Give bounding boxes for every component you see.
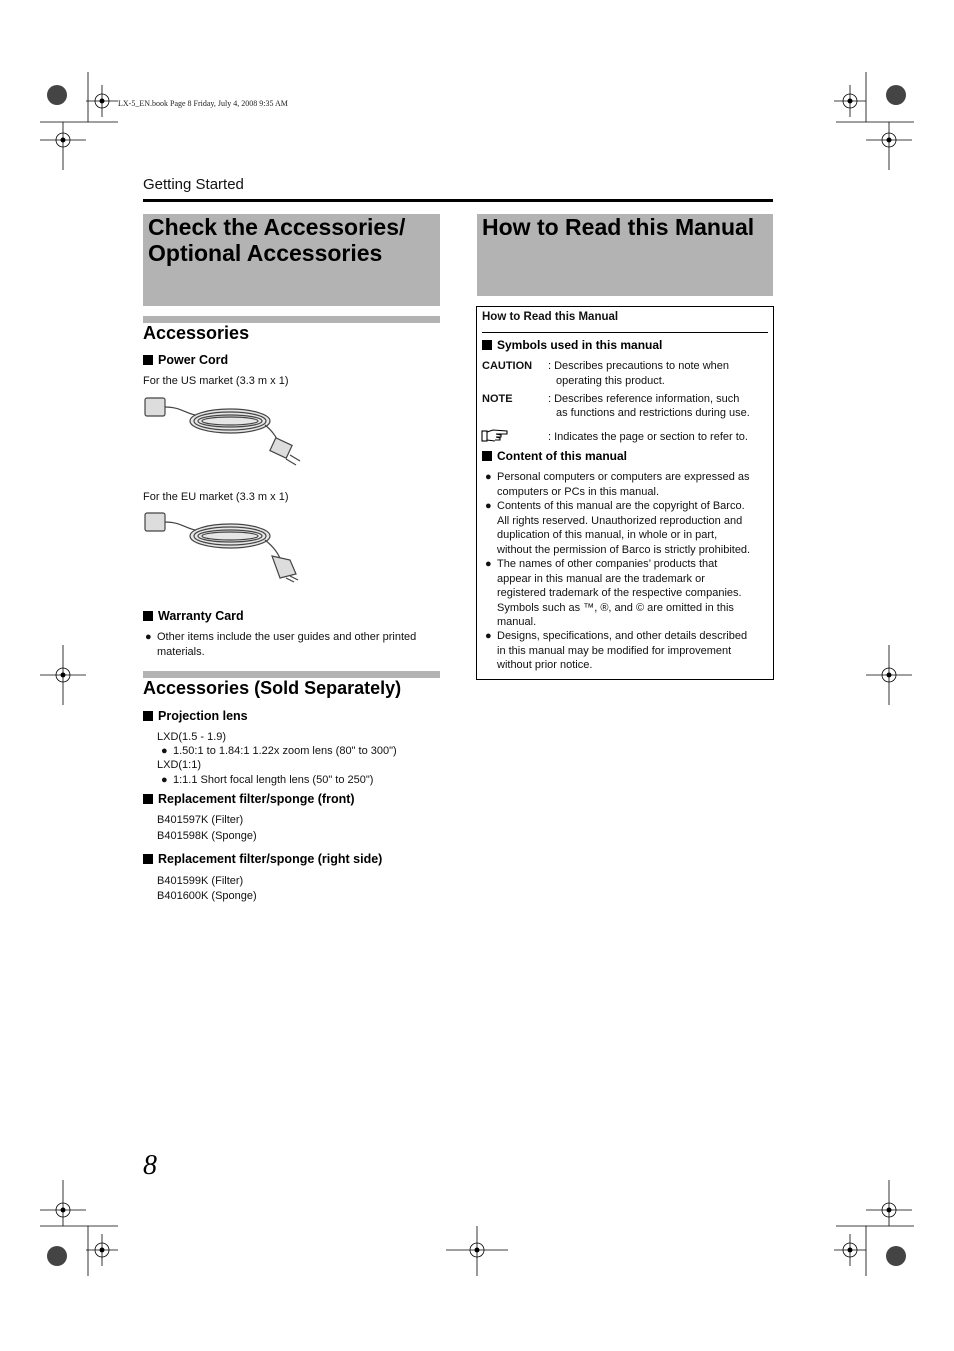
content-bullet-2-line2: All rights reserved. Unauthorized reproduction and <box>497 514 743 527</box>
square-bullet-icon <box>143 794 153 804</box>
filter-right-label: Replacement filter/sponge (right side) <box>158 852 383 866</box>
content-bullet-2-line3: duplication of this manual, in whole or in part, <box>497 529 718 541</box>
warranty-bullet-line1: Other items include the user guides and other printed <box>157 631 417 643</box>
us-power-cord-image <box>140 393 310 468</box>
bullet-dot-icon: ● <box>161 745 168 757</box>
warranty-heading <box>143 609 244 623</box>
bullet-dot-icon: ● <box>161 774 168 786</box>
pointing-hand-icon <box>481 428 509 444</box>
content-heading <box>482 449 627 463</box>
square-bullet-icon <box>143 355 153 365</box>
accessories-bar <box>143 316 440 323</box>
reference-desc: : Indicates the page or section to refer to. <box>548 431 748 443</box>
content-bullet-3-line1: The names of other companies’ products that <box>497 558 718 570</box>
square-bullet-icon <box>143 611 153 621</box>
lens1-bullet <box>161 744 441 759</box>
bullet-dot-icon: ● <box>485 471 492 483</box>
note-desc-line2: as functions and restrictions during use. <box>556 407 750 419</box>
caution-label: CAUTION <box>482 360 533 372</box>
warranty-label: Warranty Card <box>158 609 244 623</box>
filter-right-item1: B401599K (Filter) <box>157 875 244 887</box>
content-bullet-1-line2: computers or PCs in this manual. <box>497 485 660 498</box>
content-bullet-2-line1: Contents of this manual are the copyright of Barco. <box>497 500 745 512</box>
power-cord-label: Power Cord <box>158 353 229 367</box>
filter-right-item2: B401600K (Sponge) <box>157 890 257 902</box>
content-bullet-3 <box>485 557 770 632</box>
square-bullet-icon <box>482 451 492 461</box>
content-bullet-4-line3: without prior notice. <box>497 659 593 671</box>
box-heading-rule <box>482 332 768 333</box>
content-bullet-2-line4: without the permission of Barco is strictly prohibited. <box>497 543 751 556</box>
bullet-dot-icon: ● <box>485 558 492 570</box>
page-number: 8 <box>143 1150 157 1181</box>
content-bullet-4 <box>485 629 770 674</box>
projection-lens-label: Projection lens <box>158 709 248 723</box>
lens2-bullet <box>161 773 441 788</box>
right-title: How to Read this Manual <box>482 214 755 240</box>
square-bullet-icon <box>143 854 153 864</box>
square-bullet-icon <box>482 340 492 350</box>
caution-desc-line2: operating this product. <box>556 375 665 387</box>
symbols-label: Symbols used in this manual <box>497 338 663 352</box>
content-label: Content of this manual <box>497 449 627 463</box>
caution-desc-line1: : Describes precautions to note when <box>548 360 729 372</box>
lens2-name: LXD(1:1) <box>157 759 202 771</box>
print-slug: LX-5_EN.book Page 8 Friday, July 4, 2008 9:35 AM <box>118 99 288 108</box>
bullet-dot-icon: ● <box>485 500 492 512</box>
symbols-heading <box>482 338 662 352</box>
section-header: Getting Started <box>143 176 244 193</box>
right-title-box <box>477 214 773 296</box>
warranty-bullet <box>145 630 440 660</box>
power-cord-heading <box>143 353 228 367</box>
filter-front-heading <box>143 792 355 806</box>
content-bullet-4-line2: in this manual may be modified for improvement <box>497 644 732 657</box>
content-bullet-1-line1: Personal computers or computers are expressed as <box>497 471 750 483</box>
bullet-dot-icon: ● <box>145 631 152 643</box>
lens1-name: LXD(1.5 - 1.9) <box>157 731 227 743</box>
content-bullet-1 <box>485 470 770 500</box>
header-rule <box>143 199 773 202</box>
content-bullet-3-line2: appear in this manual are the trademark or <box>497 572 705 585</box>
accessories-heading: Accessories <box>143 323 250 343</box>
lens1-detail: 1.50:1 to 1.84:1 1.22x zoom lens (80" to 300") <box>173 745 397 757</box>
left-title-line2: Optional Accessories <box>148 240 383 266</box>
bullet-dot-icon: ● <box>485 630 492 642</box>
eu-market-text: For the EU market (3.3 m x 1) <box>143 491 289 503</box>
filter-right-heading <box>143 852 382 866</box>
note-label: NOTE <box>482 393 513 405</box>
content-bullet-3-line3: registered trademark of the respective companies. <box>497 587 742 599</box>
content-bullet-2 <box>485 499 770 559</box>
filter-front-item2: B401598K (Sponge) <box>157 830 257 842</box>
filter-front-item1: B401597K (Filter) <box>157 814 244 826</box>
lens2-detail: 1:1.1 Short focal length lens (50" to 250") <box>173 774 374 786</box>
us-market-text: For the US market (3.3 m x 1) <box>143 375 289 387</box>
content-bullet-3-line5: manual. <box>497 616 537 628</box>
content-bullet-3-line4: Symbols such as ™, ®, and © are omitted in this <box>497 601 734 614</box>
filter-front-label: Replacement filter/sponge (front) <box>158 792 355 806</box>
box-heading: How to Read this Manual <box>482 311 619 323</box>
projection-lens-heading <box>143 709 248 723</box>
square-bullet-icon <box>143 711 153 721</box>
warranty-bullet-line2: materials. <box>157 646 205 658</box>
sold-separately-bar <box>143 671 440 678</box>
eu-power-cord-image <box>140 508 310 583</box>
content-bullet-4-line1: Designs, specifications, and other details described <box>497 630 748 642</box>
left-title-box <box>143 214 440 306</box>
left-title-line1: Check the Accessories/ <box>148 214 406 240</box>
note-desc-line1: : Describes reference information, such <box>548 393 740 405</box>
sold-separately-heading: Accessories (Sold Separately) <box>143 678 402 698</box>
